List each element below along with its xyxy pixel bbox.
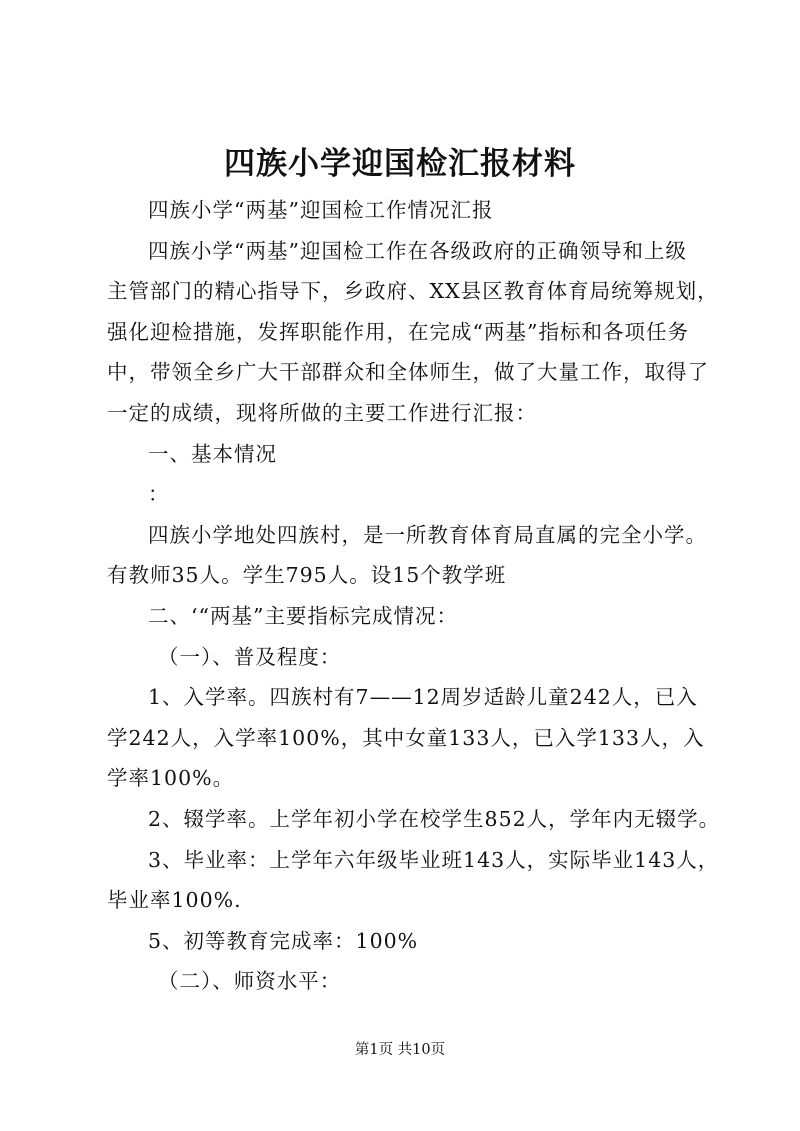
- subtitle-line: 四族小学“两基”迎国检工作情况汇报: [148, 198, 494, 222]
- subsection-heading: （一）、普及程度：: [158, 644, 342, 669]
- document-body: [107, 190, 721, 1002]
- document-title: 四族小学迎国检汇报材料: [224, 146, 576, 182]
- paragraph-line: 1、入学率。四族村有7——12周岁适龄儿童242人，已入: [148, 685, 698, 710]
- paragraph-line: 一定的成绩，现将所做的主要工作进行汇报：: [107, 400, 537, 425]
- paragraph-line: 四族小学地处四族村，是一所教育体育局直属的完全小学。: [148, 522, 707, 547]
- paragraph-line: ：: [148, 482, 170, 507]
- paragraph-line: 毕业率100%.: [107, 888, 242, 913]
- paragraph-line: 学242人，入学率100%，其中女童133人，已入学133人，入: [107, 725, 705, 750]
- page-footer: 第1页 共10页: [354, 1042, 446, 1058]
- paragraph-line: 中，带领全乡广大干部群众和全体师生，做了大量工作，取得了: [107, 360, 709, 385]
- section-heading: 一、基本情况: [148, 441, 277, 466]
- paragraph-line: 3、毕业率：上学年六年级毕业班143人，实际毕业143人，: [148, 847, 720, 872]
- paragraph-line: 2、辍学率。上学年初小学在校学生852人，学年内无辍学。: [148, 806, 721, 831]
- paragraph-line: 学率100%。: [107, 766, 235, 791]
- paragraph-line: 主管部门的精心指导下，乡政府、XX县区教育体育局统筹规划，: [107, 279, 719, 304]
- paragraph-line: 四族小学“两基”迎国检工作在各级政府的正确领导和上级: [148, 238, 687, 263]
- section-heading: 二、‘“两基”主要指标完成情况：: [148, 603, 458, 628]
- subsection-heading: （二）、师资水平：: [158, 969, 342, 994]
- paragraph-line: 强化迎检措施，发挥职能作用，在完成“两基”指标和各项任务: [107, 319, 689, 344]
- paragraph-line: 5、初等教育完成率：100%: [148, 928, 419, 953]
- paragraph-line: 有教师35人。学生795人。设15个教学班: [107, 563, 507, 588]
